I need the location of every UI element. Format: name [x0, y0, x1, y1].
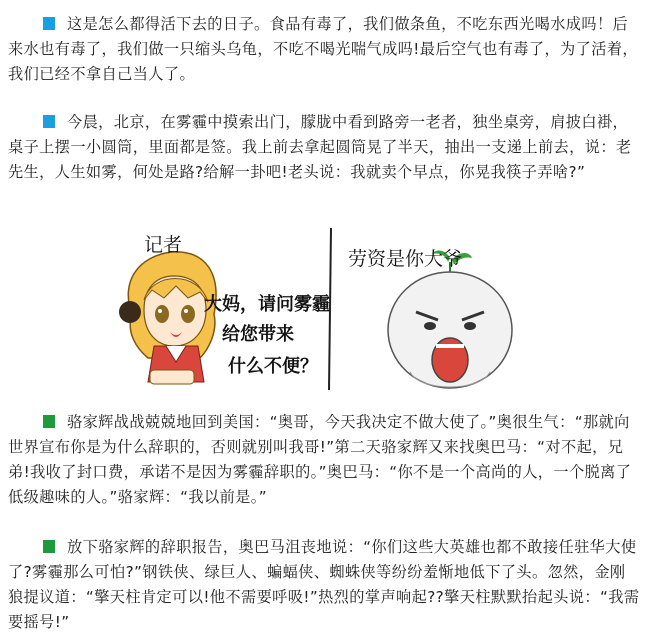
paragraph-3 [8, 410, 640, 510]
square-marker-icon [43, 540, 55, 553]
grumpy-old-man-drawing [388, 251, 512, 388]
reporter-girl-drawing [119, 252, 216, 384]
reporter-label: 记者 [144, 234, 183, 256]
square-marker-icon [43, 115, 55, 128]
square-marker-icon [43, 415, 55, 428]
paragraph-text: 今晨，北京，在雾霾中摸索出门，朦胧中看到路旁一老者，独坐桌旁，肩披白褂，桌子上摆一小圆筒，里面都是签。我上前去拿起圆筒晃了半天，抽出一支递上前去，说：老先生，人生如雾，何处是路?给解一卦吧!老头说：我就卖个早点，你晃我筷子弄啥?” [8, 113, 632, 181]
paragraph-1 [8, 12, 640, 87]
paragraph-text: 骆家辉战战兢兢地回到美国：“奥哥，今天我决定不做大使了。”奥很生气：“那就向世界宣布你是为什么辞职的，否则就别叫我哥!”第二天骆家辉又来找奥巴马：“对不起，兄弟!我收了封口费，承诺不是因为雾霾辞职的。”奥巴马：“你不是一个高尚的人，一个脱离了低级趣味的人。”骆家辉：“我以前是。” [8, 413, 632, 506]
square-marker-icon [43, 17, 55, 30]
paragraph-4 [8, 535, 640, 635]
speech-line-1: 大妈，请问雾霾 [204, 294, 330, 315]
character-label: 劳资是你大爷 [348, 248, 463, 270]
comic-illustration [110, 222, 530, 398]
paragraph-text: 这是怎么都得活下去的日子。食品有毒了，我们做条鱼，不吃东西光喝水成吗！后来水也有毒了，我们做一只缩头乌龟，不吃不喝光喘气成吗!最后空气也有毒了，为了活着，我们已经不拿自己当人了。 [8, 15, 638, 83]
paragraph-2 [8, 110, 640, 185]
speech-line-3: 什么不便？ [228, 356, 318, 377]
paragraph-text: 放下骆家辉的辞职报告，奥巴马沮丧地说：“你们这些大英雄也都不敢接任驻华大使了?雾霾那么可怕?”钢铁侠、绿巨人、蝙蝠侠、蜘蛛侠等纷纷羞惭地低下了头。忽然，金刚狼提议道：“擎天柱肯定可以!他不需要呼吸!”热烈的掌声响起??擎天柱默默抬起头说：“我需要摇号!” [8, 538, 640, 631]
speech-line-2: 给您带来 [222, 324, 294, 345]
